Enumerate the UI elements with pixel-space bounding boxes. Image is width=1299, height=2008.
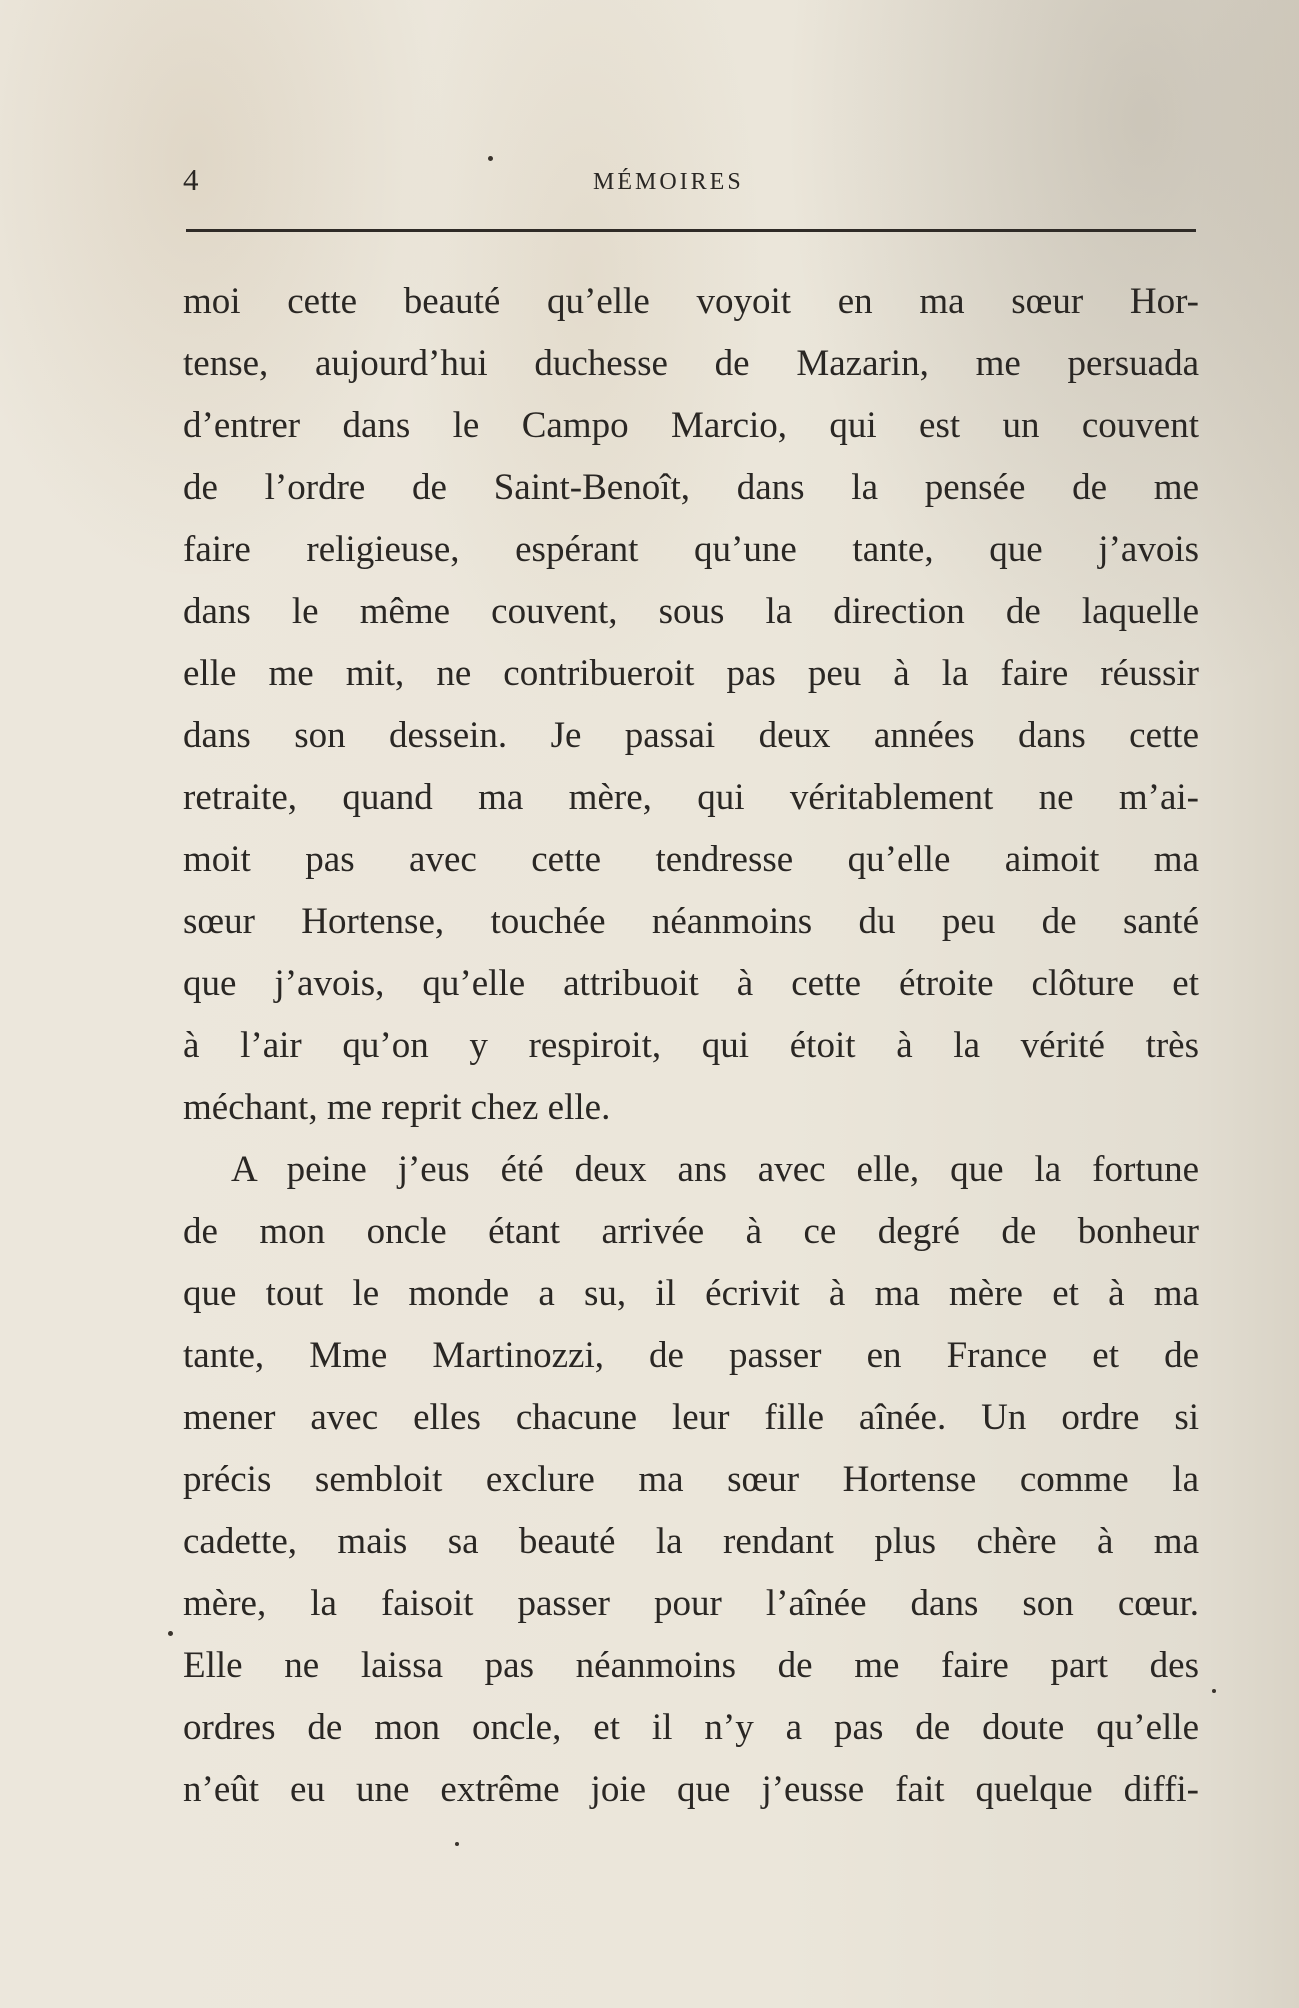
running-head [183, 160, 1193, 200]
text-line: d’entrer dans le Campo Marcio, qui est un couvent [183, 405, 1199, 446]
text-line: Elle ne laissa pas néanmoins de me faire part des [183, 1645, 1199, 1686]
page-number: 4 [183, 162, 199, 197]
text-line: A peine j’eus été deux ans avec elle, que la fortune [231, 1149, 1199, 1190]
text-line: dans son dessein. Je passai deux années dans cette [183, 715, 1199, 756]
text-line: sœur Hortense, touchée néanmoins du peu de santé [183, 901, 1199, 942]
text-line: faire religieuse, espérant qu’une tante, que j’avois [183, 529, 1199, 570]
text-line: mener avec elles chacune leur fille aînée. Un ordre si [183, 1397, 1199, 1438]
text-line: n’eût eu une extrême joie que j’eusse fait quelque diffi- [183, 1769, 1199, 1810]
text-line: précis sembloit exclure ma sœur Hortense comme la [183, 1459, 1199, 1500]
paragraph-2 [183, 1139, 1199, 1821]
header-rule [186, 229, 1196, 232]
text-line: à l’air qu’on y respiroit, qui étoit à la vérité très [183, 1025, 1199, 1066]
ink-speck [1212, 1689, 1216, 1693]
body-text [183, 271, 1199, 1821]
text-line: dans le même couvent, sous la direction de laquelle [183, 591, 1199, 632]
text-line: méchant, me reprit chez elle. [183, 1087, 611, 1128]
text-line: retraite, quand ma mère, qui véritablement ne m’ai- [183, 777, 1199, 818]
text-line: tante, Mme Martinozzi, de passer en France et de [183, 1335, 1199, 1376]
ink-speck [488, 156, 493, 161]
paragraph-1 [183, 271, 1199, 1139]
text-line: moi cette beauté qu’elle voyoit en ma sœur Hor- [183, 281, 1199, 322]
text-line: moit pas avec cette tendresse qu’elle aimoit ma [183, 839, 1199, 880]
running-title: MÉMOIRES [593, 169, 744, 195]
ink-speck [455, 1842, 459, 1846]
text-line: que j’avois, qu’elle attribuoit à cette étroite clôture et [183, 963, 1199, 1004]
text-line: ordres de mon oncle, et il n’y a pas de doute qu’elle [183, 1707, 1199, 1748]
text-line: mère, la faisoit passer pour l’aînée dans son cœur. [183, 1583, 1199, 1624]
text-line: cadette, mais sa beauté la rendant plus chère à ma [183, 1521, 1199, 1562]
text-line: tense, aujourd’hui duchesse de Mazarin, me persuada [183, 343, 1199, 384]
text-line: que tout le monde a su, il écrivit à ma mère et à ma [183, 1273, 1199, 1314]
text-line: de l’ordre de Saint-Benoît, dans la pensée de me [183, 467, 1199, 508]
ink-speck [168, 1631, 173, 1636]
text-line: elle me mit, ne contribueroit pas peu à la faire réussir [183, 653, 1199, 694]
text-line: de mon oncle étant arrivée à ce degré de bonheur [183, 1211, 1199, 1252]
